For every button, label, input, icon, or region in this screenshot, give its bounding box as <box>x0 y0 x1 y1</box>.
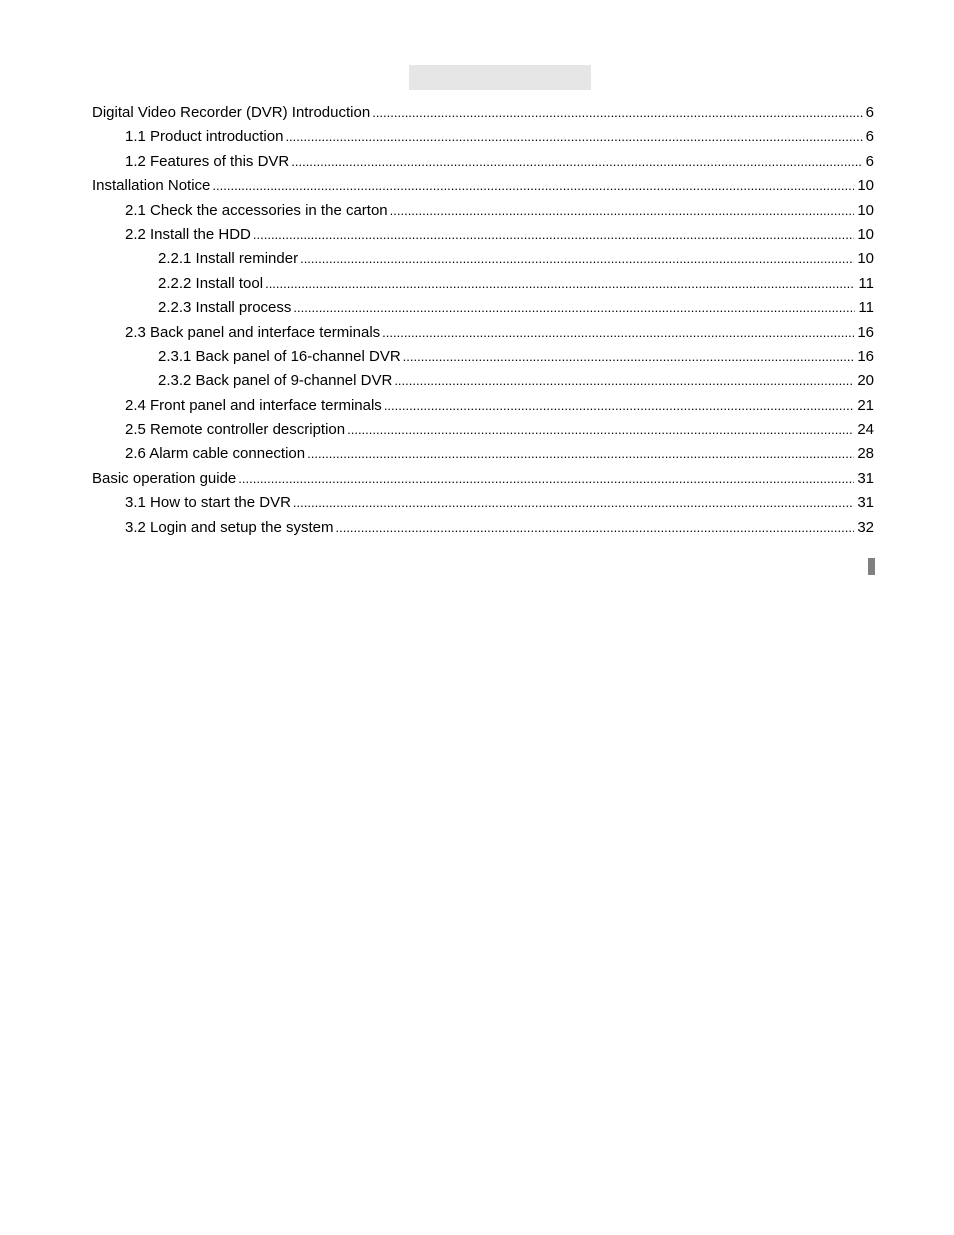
toc-entry-label: 1.1 Product introduction <box>125 128 284 146</box>
toc-entry-label: Installation Notice <box>92 177 211 195</box>
toc-dot-leader <box>347 418 854 442</box>
toc-entry-page: 31 <box>857 469 874 487</box>
toc-dot-leader <box>300 247 854 271</box>
toc-dot-leader <box>384 394 855 418</box>
toc-entry[interactable] <box>92 345 874 369</box>
toc-entry-label: 2.3.2 Back panel of 9-channel DVR <box>158 372 393 390</box>
toc-entry-page: 11 <box>858 299 874 317</box>
toc-entry-page: 21 <box>857 396 874 414</box>
toc-dot-leader <box>293 296 855 320</box>
toc-entry-label: 2.4 Front panel and interface terminals <box>125 396 382 414</box>
toc-entry-page: 16 <box>857 323 874 341</box>
toc-entry-page: 10 <box>857 177 874 195</box>
toc-title-placeholder <box>409 65 591 90</box>
toc-entry-page: 6 <box>865 104 874 121</box>
toc-entry[interactable] <box>92 199 874 223</box>
toc-entry[interactable] <box>92 516 874 540</box>
toc-entry[interactable] <box>92 442 874 466</box>
toc-entry[interactable] <box>92 467 874 491</box>
toc-entry[interactable] <box>92 272 874 296</box>
toc-entry[interactable] <box>92 418 874 442</box>
toc-entry-label: Basic operation guide <box>92 469 237 487</box>
toc-entry[interactable] <box>92 394 874 418</box>
toc-entry-page: 6 <box>865 152 874 170</box>
toc-dot-leader <box>372 101 862 125</box>
scroll-marker <box>868 558 875 575</box>
table-of-contents <box>92 101 874 540</box>
toc-entry-label: 2.2.1 Install reminder <box>158 250 299 268</box>
toc-entry[interactable] <box>92 369 874 393</box>
toc-entry-page: 28 <box>857 445 874 463</box>
toc-dot-leader <box>285 125 862 149</box>
toc-entry[interactable] <box>92 150 874 174</box>
toc-entry-page: 11 <box>858 274 874 292</box>
toc-entry-page: 6 <box>865 128 874 146</box>
toc-entry-label: 2.5 Remote controller description <box>125 421 346 439</box>
toc-entry-label: 2.6 Alarm cable connection <box>125 445 306 463</box>
toc-entry-page: 24 <box>857 421 874 439</box>
toc-entry[interactable] <box>92 296 874 320</box>
toc-dot-leader <box>390 199 855 223</box>
toc-dot-leader <box>238 467 854 491</box>
toc-dot-leader <box>403 345 855 369</box>
toc-entry-label: 2.3 Back panel and interface terminals <box>125 323 381 341</box>
toc-entry[interactable] <box>92 174 874 198</box>
toc-entry[interactable] <box>92 491 874 515</box>
toc-entry[interactable] <box>92 321 874 345</box>
toc-dot-leader <box>293 491 854 515</box>
toc-dot-leader <box>265 272 855 296</box>
toc-entry-page: 31 <box>857 494 874 512</box>
toc-entry-label: 1.2 Features of this DVR <box>125 152 290 170</box>
toc-entry[interactable] <box>92 125 874 149</box>
toc-dot-leader <box>307 442 854 466</box>
toc-entry[interactable] <box>92 101 874 125</box>
toc-dot-leader <box>291 150 862 174</box>
toc-dot-leader <box>253 223 854 247</box>
toc-entry-label: 2.1 Check the accessories in the carton <box>125 201 388 219</box>
toc-entry-label: 3.1 How to start the DVR <box>125 494 291 512</box>
toc-entry-label: Digital Video Recorder (DVR) Introduction <box>92 104 371 121</box>
toc-entry-label: 2.2 Install the HDD <box>125 225 251 243</box>
toc-entry[interactable] <box>92 223 874 247</box>
toc-dot-leader <box>212 174 854 198</box>
toc-entry-page: 32 <box>857 518 874 536</box>
toc-entry-label: 2.2.2 Install tool <box>158 274 264 292</box>
toc-entry-page: 10 <box>857 225 874 243</box>
toc-dot-leader <box>394 369 854 393</box>
toc-dot-leader <box>335 516 854 540</box>
toc-entry-label: 3.2 Login and setup the system <box>125 518 334 536</box>
toc-entry-label: 2.2.3 Install process <box>158 299 292 317</box>
toc-entry-page: 10 <box>857 201 874 219</box>
toc-entry-label: 2.3.1 Back panel of 16-channel DVR <box>158 347 401 365</box>
toc-entry[interactable] <box>92 247 874 271</box>
toc-entry-page: 20 <box>857 372 874 390</box>
toc-dot-leader <box>382 321 854 345</box>
toc-entry-page: 10 <box>857 250 874 268</box>
toc-entry-page: 16 <box>857 347 874 365</box>
